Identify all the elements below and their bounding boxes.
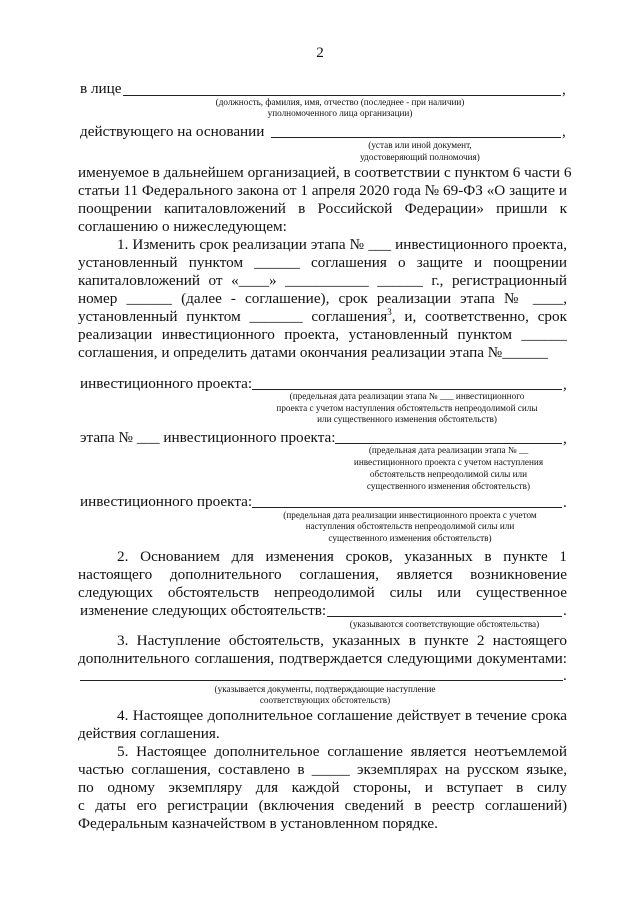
p3-caption-1: (указывается документы, подтверждающие наступление — [214, 684, 436, 694]
deystv-caption-1: (устав или иной документ, — [368, 140, 472, 150]
etap-label: этапа № ___ инвестиционного проекта: — [80, 429, 336, 446]
etap-caption-3: обстоятельств непреодолимой силы или — [369, 469, 528, 479]
v-litse-tail: , — [562, 81, 566, 98]
p1-line-2: установленный пунктом ______ соглашения о защите и поощрении — [78, 254, 567, 271]
deystv-label: действующего на основании — [80, 123, 265, 140]
p3-line-1: 3. Наступление обстоятельств, указанных в пункте 2 настоящего — [117, 632, 567, 649]
p3-caption-2: соответствующих обстоятельств) — [259, 695, 391, 705]
p3-tail: . — [563, 667, 567, 684]
inv1-field[interactable] — [252, 389, 562, 390]
p3-line-2: дополнительного соглашения, подтверждается следующими документами: — [78, 650, 567, 667]
p1-line-5-a: установленный пунктом _______ соглашения — [78, 308, 388, 325]
inv2-caption-3: существенного изменения обстоятельств) — [328, 533, 492, 543]
inv1-caption-3: или существенного изменения обстоятельств) — [317, 414, 497, 424]
inv1-caption-2: проекта с учетом наступления обстоятельств непреодолимой силы — [276, 403, 538, 413]
deystv-caption-2: удостоверяющий полномочия) — [360, 152, 480, 162]
p5-line-2: частью соглашения, составлено в _____ экземплярах на русском языке, — [78, 761, 567, 778]
p1-line-7: соглашения, и определить датами окончания реализации этапа №______ — [78, 344, 548, 361]
page-number: 2 — [316, 44, 324, 61]
intro-line-3: поощрении капиталовложений в Российской Федерации» пришли к — [78, 200, 567, 217]
v-litse-field[interactable] — [123, 95, 561, 96]
p2-field[interactable] — [327, 616, 562, 617]
inv1-label: инвестиционного проекта: — [80, 375, 253, 392]
etap-tail: , — [563, 430, 567, 447]
deystv-tail: , — [562, 123, 566, 140]
p2-line-2: настоящего дополнительного соглашения, является возникновение — [78, 566, 567, 583]
p2-caption: (указываются соответствующие обстоятельства) — [349, 619, 540, 629]
etap-caption-4: существенного изменения обстоятельств) — [366, 481, 531, 491]
p4-line-2: действия соглашения. — [78, 725, 220, 742]
p2-line-1: 2. Основанием для изменения сроков, указанных в пункте 1 — [117, 548, 567, 565]
inv1-caption-1: (предельная дата реализации этапа № ___ инвестиционного — [289, 391, 525, 401]
intro-line-4: соглашению о нижеследующем: — [78, 218, 287, 235]
p5-line-3: по одному экземпляру для каждой стороны, и вступает в силу — [78, 779, 567, 796]
inv2-caption-1: (предельная дата реализации инвестиционного проекта с учетом — [283, 510, 537, 520]
etap-caption-2: инвестиционного проекта с учетом наступления — [353, 457, 544, 467]
inv2-label: инвестиционного проекта: — [80, 493, 253, 510]
p5-line-5: Федеральным казначейством в установленном порядке. — [78, 815, 438, 832]
p2-tail: . — [563, 602, 567, 619]
intro-line-2: статьи 11 Федерального закона от 1 апреля 2020 года № 69-ФЗ «О защите и — [78, 182, 567, 199]
p1-line-6: реализации инвестиционного проекта, установленный пунктом ______ — [78, 326, 567, 343]
v-litse-label: в лице — [80, 80, 122, 97]
p2-last-label: изменение следующих обстоятельств: — [80, 602, 327, 619]
inv2-caption-2: наступления обстоятельств непреодолимой силы или — [305, 521, 515, 531]
intro-line-1: именуемое в дальнейшем организацией, в соответствии с пунктом 6 части 6 — [78, 164, 572, 181]
footnote-ref: 3 — [387, 306, 392, 317]
p1-line-1: 1. Изменить срок реализации этапа № ___ инвестиционного проекта, — [117, 236, 567, 253]
v-litse-caption-2: уполномоченного лица организации) — [267, 108, 413, 118]
p2-line-3: следующих обстоятельств непреодолимой силы или существенное — [78, 584, 567, 601]
etap-caption-1: (предельная дата реализации этапа № __ — [368, 445, 529, 455]
p5-line-4: с даты его регистрации (включения сведений в реестр соглашений) — [78, 797, 567, 814]
inv1-tail: , — [563, 376, 567, 393]
etap-field[interactable] — [335, 443, 562, 444]
p1-line-3: капиталовложений от «____» ___________ ______ г., регистрационный — [78, 272, 567, 289]
p1-line-5-b: , и, соответственно, срок — [391, 308, 567, 325]
inv2-tail: . — [563, 494, 567, 511]
p1-line-5 — [78, 308, 567, 325]
inv2-field[interactable] — [252, 507, 562, 508]
p1-line-4: номер ______ (далее - соглашение), срок реализации этапа № ____, — [78, 290, 567, 307]
p4-line-1: 4. Настоящее дополнительное соглашение действует в течение срока — [117, 707, 567, 724]
p5-line-1: 5. Настоящее дополнительное соглашение является неотъемлемой — [117, 743, 567, 760]
deystv-field[interactable] — [271, 137, 561, 138]
v-litse-caption-1: (должность, фамилия, имя, отчество (последнее - при наличии) — [215, 97, 465, 107]
p3-field[interactable] — [80, 680, 563, 681]
